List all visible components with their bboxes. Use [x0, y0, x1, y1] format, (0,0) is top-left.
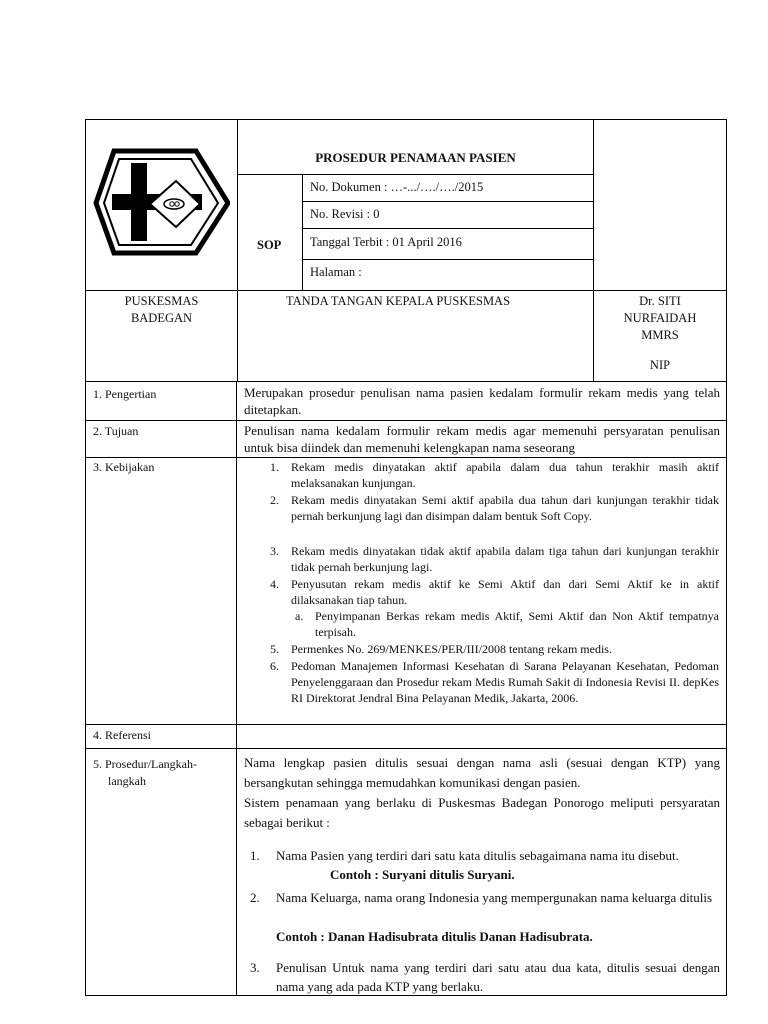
list-item: Permenkes No. 269/MENKES/PER/III/2008 tentang rekam medis.	[291, 642, 612, 656]
puskesmas-logo	[92, 147, 230, 257]
step-text: Nama Pasien yang terdiri dari satu kata ditulis sebagaimana nama itu disebut.	[276, 848, 679, 863]
org-name-line-1: PUSKESMAS	[124, 294, 199, 308]
section-label-referensi: 4. Referensi	[93, 728, 151, 742]
list-item-number: 4.	[270, 577, 279, 591]
step-example: Contoh : Danan Hadisubrata ditulis Danan Hadisubrata.	[276, 929, 593, 944]
section-label-tujuan: 2. Tujuan	[93, 424, 139, 438]
head-name-line-3: MMRS	[641, 328, 679, 342]
page-number: Halaman :	[310, 265, 362, 279]
document-title: PROSEDUR PENAMAAN PASIEN	[315, 150, 516, 165]
org-name-line-2: BADEGAN	[130, 311, 193, 325]
nip-label: NIP	[649, 358, 671, 372]
section-label-pengertian: 1. Pengertian	[93, 387, 157, 401]
section-label-prosedur-line-2: langkah	[108, 774, 146, 788]
step-example: Contoh : Suryani ditulis Suryani.	[330, 867, 515, 882]
step-number: 3.	[250, 960, 260, 975]
step-text: Nama Keluarga, nama orang Indonesia yang mempergunakan nama keluarga ditulis	[276, 890, 713, 905]
list-item: Rekam medis dinyatakan Semi aktif apabila dua tahun dari kunjungan terakhir tidak pernah berkunjung lagi dan disimpan dalam bentuk Soft Copy.	[291, 493, 719, 523]
section-label-prosedur-line-1: 5. Prosedur/Langkah-	[93, 757, 197, 771]
signature-label: TANDA TANGAN KEPALA PUSKESMAS	[285, 294, 511, 308]
prosedur-intro: Nama lengkap pasien ditulis sesuai dengan nama asli (sesuai dengan KTP) yang bersangkutan sehingga memudahkan komunikasi dengan pasien.	[244, 755, 720, 790]
issue-date: Tanggal Terbit : 01 April 2016	[310, 235, 462, 249]
section-label-kebijakan: 3. Kebijakan	[93, 460, 155, 474]
step-text: Penulisan Untuk nama yang terdiri dari satu atau dua kata, ditulis sesuai dengan nama yang ada pada KTP yang berlaku.	[276, 960, 720, 994]
pengertian-text: Merupakan prosedur penulisan nama pasien kedalam formulir rekam medis yang telah ditetapkan.	[244, 385, 720, 417]
prosedur-intro-2: Sistem penamaan yang berlaku di Puskesmas Badegan Ponorogo meliputi persyaratan sebagai berikut :	[244, 795, 720, 830]
list-item-number: a.	[295, 609, 304, 623]
list-item: Penyusutan rekam medis aktif ke Semi Aktif dan dari Semi Aktif ke in aktif dilaksanakan tiap tahun.	[291, 577, 719, 607]
list-item-number: 2.	[270, 493, 279, 507]
doc-number: No. Dokumen : …-.../…./…./2015	[310, 180, 484, 194]
head-name-line-2: NURFAIDAH	[623, 311, 697, 325]
list-item-number: 3.	[270, 544, 279, 558]
list-item: Rekam medis dinyatakan aktif apabila dalam dua tahun terakhir masih aktif melaksanakan kunjungan.	[291, 460, 719, 490]
list-item: Pedoman Manajemen Informasi Kesehatan di Sarana Pelayanan Kesehatan, Pedoman Penyelenggaraan dan Prosedur rekam Medis Rumah Sakit di Indonesia Revisi II. depKes RI Direktorat Jendral Bina Pelayanan Medik, Jakarta, 2006.	[291, 659, 719, 705]
step-number: 1.	[250, 848, 260, 863]
tujuan-text: Penulisan nama kedalam formulir rekam medis agar memenuhi persyaratan penulisan untuk bisa diindek dan memenuhi kelengkapan nama seseorang	[244, 423, 720, 455]
sop-label: SOP	[257, 238, 282, 252]
list-item-number: 6.	[270, 659, 279, 673]
list-item-number: 1.	[270, 460, 279, 474]
list-item: Penyimpanan Berkas rekam medis Aktif, Semi Aktif dan Non Aktif tempatnya terpisah.	[315, 609, 719, 639]
head-name-line-1: Dr. SITI	[639, 294, 681, 308]
list-item: Rekam medis dinyatakan tidak aktif apabila dalam tiga tahun dari kunjungan terakhir tidak pernah berkunjung lagi.	[291, 544, 719, 574]
step-number: 2.	[250, 890, 260, 905]
list-item-number: 5.	[270, 642, 279, 656]
revision-number: No. Revisi : 0	[310, 207, 380, 221]
